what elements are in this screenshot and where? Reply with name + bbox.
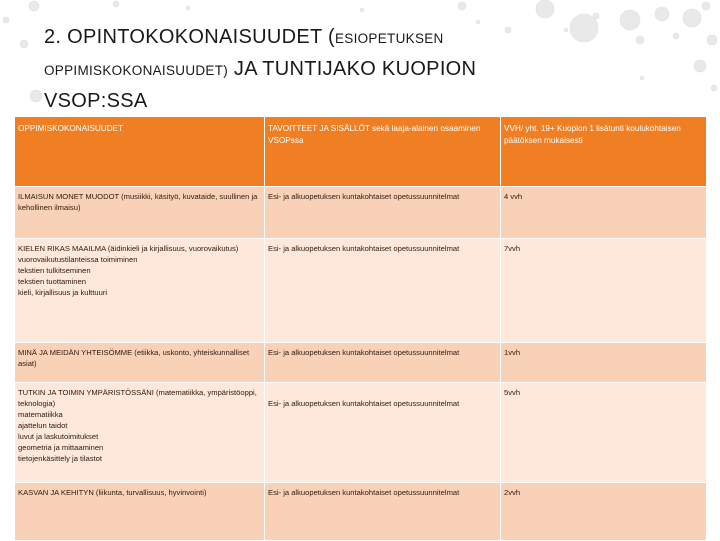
table-row <box>15 483 707 541</box>
table-row <box>15 343 707 383</box>
goals-text: Esi- ja alkuopetuksen kuntakohtaiset opetussuunnitelmat <box>268 399 460 408</box>
hours-cell: 4 vvh <box>501 187 707 239</box>
subject-line: ILMAISUN MONET MUODOT (musiikki, käsityö, kuvataide, suullinen ja kehollinen ilmaisu) <box>18 192 258 212</box>
subject-line: matematiikka <box>18 410 63 419</box>
subject-line: tietojenkäsittely ja tilastot <box>18 454 102 463</box>
page-title <box>44 22 704 116</box>
subject-cell <box>15 187 265 239</box>
header-cell-subject-areas: OPPIMISKOKONAISUUDET <box>15 117 265 187</box>
subject-line: MINÄ JA MEIDÄN YHTEISÖMME (etiikka, uskonto, yhteiskunnalliset asiat) <box>18 348 250 368</box>
table-row <box>15 239 707 343</box>
hours-cell: 7vvh <box>501 239 707 343</box>
title-line-1 <box>44 22 704 54</box>
hours-cell: 5vvh <box>501 383 707 483</box>
table-row <box>15 383 707 483</box>
subject-line: geometria ja mittaaminen <box>18 443 104 452</box>
goals-cell: Esi- ja alkuopetuksen kuntakohtaiset opetussuunnitelmat <box>265 239 501 343</box>
title-part-5: VSOP:SSA <box>44 90 148 112</box>
subject-line: KIELEN RIKAS MAAILMA (äidinkieli ja kirjallisuus, vuorovaikutus) <box>18 244 239 253</box>
subject-line: tekstien tuottaminen <box>18 277 86 286</box>
curriculum-table <box>14 116 707 541</box>
table-header-row <box>15 117 707 187</box>
title-line-2 <box>44 54 704 86</box>
subject-cell <box>15 483 265 541</box>
goals-cell: Esi- ja alkuopetuksen kuntakohtaiset opetussuunnitelmat <box>265 483 501 541</box>
header-cell-weekly-hours: VVH/ yht. 19+ Kuopion 1 lisätunti koulukohtaisen päätöksen mukaisesti <box>501 117 707 187</box>
subject-line: luvut ja laskutoimitukset <box>18 432 99 441</box>
title-part-1: 2. OPINTOKOKONAISUUDET ( <box>44 26 335 48</box>
goals-cell: Esi- ja alkuopetuksen kuntakohtaiset opetussuunnitelmat <box>265 187 501 239</box>
subject-cell <box>15 239 265 343</box>
goals-cell <box>265 383 501 483</box>
subject-line: ajattelun taidot <box>18 421 68 430</box>
subject-line: kieli, kirjallisuus ja kulttuuri <box>18 288 108 297</box>
title-part-3: OPPIMISKOKONAISUUDET) <box>44 63 229 78</box>
subject-line: vuorovaikutustilanteissa toimiminen <box>18 255 138 264</box>
subject-line: KASVAN JA KEHITYN (liikunta, turvallisuus, hyvinvointi) <box>18 488 207 497</box>
subject-line: TUTKIN JA TOIMIN YMPÄRISTÖSSÄNI (matematiikka, ympäristöoppi, teknologia) <box>18 388 257 408</box>
header-cell-goals-contents: TAVOITTEET JA SISÄLLÖT sekä laaja-alainen osaaminen VSOPssa <box>265 117 501 187</box>
title-line-3 <box>44 86 704 116</box>
subject-line: tekstien tulkitseminen <box>18 266 91 275</box>
table-row <box>15 187 707 239</box>
hours-cell: 2vvh <box>501 483 707 541</box>
subject-cell <box>15 383 265 483</box>
hours-cell: 1vvh <box>501 343 707 383</box>
title-part-4: JA TUNTIJAKO KUOPION <box>228 58 477 80</box>
subject-cell <box>15 343 265 383</box>
title-part-2: ESIOPETUKSEN <box>334 31 444 46</box>
goals-cell: Esi- ja alkuopetuksen kuntakohtaiset opetussuunnitelmat <box>265 343 501 383</box>
